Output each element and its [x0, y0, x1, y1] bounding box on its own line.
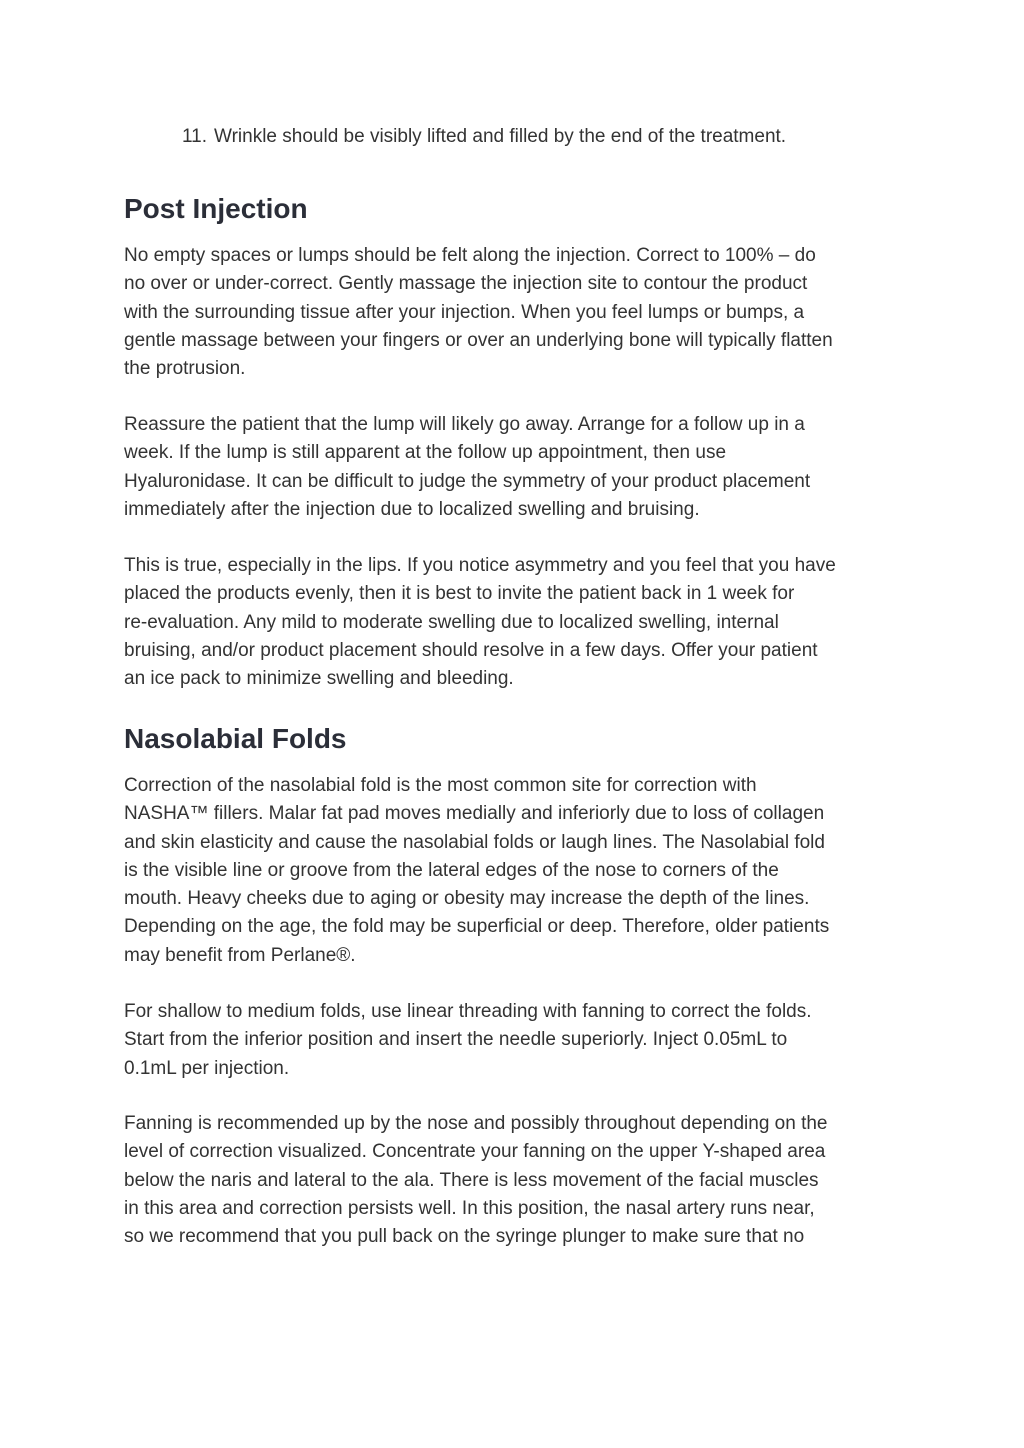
- paragraph-line: placed the products evenly, then it is best to invite the patient back in 1 week for: [124, 583, 795, 605]
- paragraph-line: so we recommend that you pull back on the syringe plunger to make sure that no: [124, 1226, 805, 1248]
- paragraph: [124, 552, 904, 693]
- paragraph-line: may benefit from Perlane®.: [124, 944, 356, 966]
- paragraph: [124, 998, 904, 1083]
- paragraph-line: For shallow to medium folds, use linear threading with fanning to correct the folds.: [124, 1001, 812, 1022]
- paragraph-line: re-evaluation. Any mild to moderate swelling due to localized swelling, internal: [124, 611, 779, 633]
- numbered-list-item: [182, 123, 902, 151]
- paragraph: [124, 242, 904, 383]
- paragraph-line: mouth. Heavy cheeks due to aging or obesity may increase the depth of the lines.: [124, 888, 810, 910]
- paragraph-line: Hyaluronidase. It can be difficult to judge the symmetry of your product placement: [124, 470, 811, 492]
- paragraph-line: immediately after the injection due to localized swelling and bruising.: [124, 498, 700, 520]
- list-item-text: Wrinkle should be visibly lifted and filled by the end of the treatment.: [214, 126, 787, 147]
- paragraph-line: 0.1mL per injection.: [124, 1057, 290, 1079]
- paragraph-line: week. If the lump is still apparent at the follow up appointment, then use: [124, 442, 727, 464]
- paragraph-line: Fanning is recommended up by the nose and possibly throughout depending on the: [124, 1113, 828, 1134]
- paragraph-line: level of correction visualized. Concentrate your fanning on the upper Y-shaped area: [124, 1141, 826, 1163]
- paragraph-line: No empty spaces or lumps should be felt along the injection. Correct to 100% – do: [124, 245, 816, 266]
- list-item-number: 11.: [182, 126, 208, 147]
- section-heading-nasolabial-folds: Nasolabial Folds: [124, 723, 347, 754]
- paragraph-line: gentle massage between your fingers or over an underlying bone will typically flatten: [124, 329, 833, 351]
- paragraph: [124, 411, 904, 524]
- paragraph-line: Depending on the age, the fold may be superficial or deep. Therefore, older patients: [124, 916, 830, 938]
- paragraph-line: Reassure the patient that the lump will likely go away. Arrange for a follow up in a: [124, 414, 805, 435]
- paragraph-line: and skin elasticity and cause the nasolabial folds or laugh lines. The Nasolabial fold: [124, 831, 825, 853]
- paragraph: [124, 772, 904, 970]
- paragraph-line: is the visible line or groove from the lateral edges of the nose to corners of the: [124, 859, 779, 881]
- paragraph-line: Start from the inferior position and insert the needle superiorly. Inject 0.05mL to: [124, 1029, 788, 1051]
- paragraph-line: with the surrounding tissue after your injection. When you feel lumps or bumps, a: [124, 301, 805, 323]
- paragraph-line: NASHA™ fillers. Malar fat pad moves medially and inferiorly due to loss of collagen: [124, 803, 825, 825]
- paragraph-line: no over or under-correct. Gently massage the injection site to contour the product: [124, 273, 808, 295]
- paragraph: [124, 1110, 904, 1251]
- paragraph-line: in this area and correction persists well. In this position, the nasal artery runs near,: [124, 1197, 815, 1219]
- paragraph-line: Correction of the nasolabial fold is the most common site for correction with: [124, 775, 757, 796]
- paragraph-line: bruising, and/or product placement should resolve in a few days. Offer your patient: [124, 639, 818, 661]
- paragraph-line: below the naris and lateral to the ala. There is less movement of the facial muscles: [124, 1169, 819, 1191]
- paragraph-line: the protrusion.: [124, 358, 246, 380]
- paragraph-line: This is true, especially in the lips. If you notice asymmetry and you feel that you have: [124, 555, 836, 576]
- paragraph-line: an ice pack to minimize swelling and bleeding.: [124, 668, 514, 690]
- section-heading-post-injection: Post Injection: [124, 193, 308, 224]
